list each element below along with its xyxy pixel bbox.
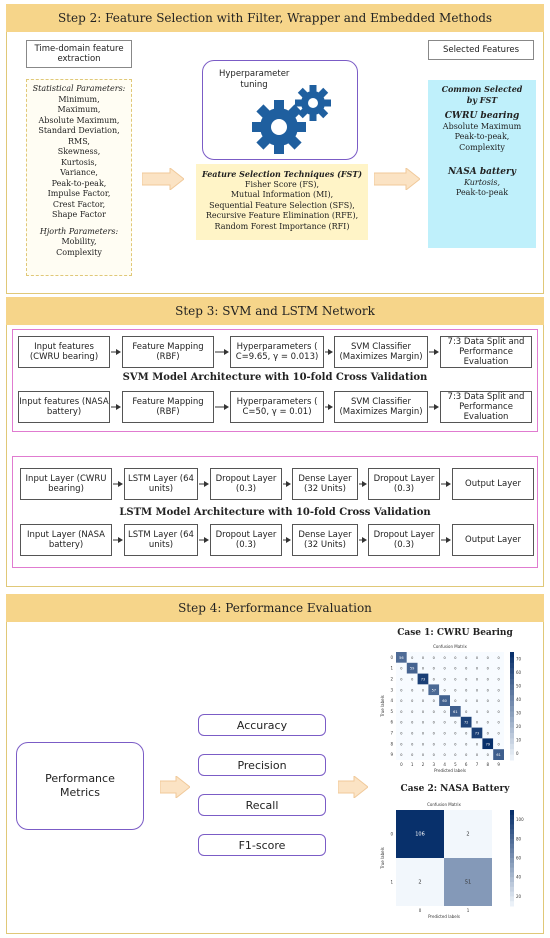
cm-colorbar-segment: [510, 690, 514, 696]
small-arrow-icon: [111, 348, 121, 356]
cm-colorbar-tick: 50: [516, 683, 522, 689]
lstm-nasa-box-3: Dense Layer (32 Units): [292, 524, 358, 556]
hyper-label: Hyperparameter tuning: [219, 69, 290, 90]
cm-cell-label: 0: [432, 742, 435, 747]
cm-colorbar-segment: [510, 744, 514, 750]
cm-cell-label: 0: [443, 720, 446, 725]
lstm-cwru-box-1: LSTM Layer (64 units): [124, 468, 198, 500]
cm-colorbar-segment: [510, 839, 514, 844]
cm-colorbar-segment: [510, 858, 514, 863]
fst-item-1: Mutual Information (MI),: [230, 190, 334, 199]
cm-colorbar-segment: [510, 877, 514, 882]
case2-title: Case 2: NASA Battery: [400, 784, 510, 794]
cm-cell-label: 0: [465, 655, 468, 660]
small-arrow-icon: [199, 480, 209, 488]
cm-cell-label: 0: [497, 720, 500, 725]
cm-colorbar-segment: [510, 868, 514, 873]
hjorth-heading: Hjorth Parameters:: [39, 226, 119, 236]
feature-list-box: [26, 79, 132, 276]
small-arrow-icon: [199, 536, 209, 544]
cm-cell-label: 0: [486, 720, 489, 725]
cm-cell-label: 0: [497, 666, 500, 671]
cm-colorbar-segment: [510, 706, 514, 712]
metric-f1score: F1-score: [198, 834, 326, 856]
statistical-item-2: Absolute Maximum,: [38, 115, 120, 125]
cm-cell-label: 0: [465, 699, 468, 704]
small-arrow-icon: [325, 403, 333, 411]
cm-cell-label: 0: [443, 655, 446, 660]
svm-nasa-box-0: Input features (NASA battery): [18, 391, 110, 423]
cm-cell-label: 0: [486, 709, 489, 714]
statistical-item-11: Shape Factor: [52, 210, 106, 219]
cwru-heading: CWRU bearing: [444, 111, 520, 121]
cm-colorbar-tick: 0: [516, 750, 519, 756]
svm-caption: SVM Model Architecture with 10-fold Cross Validation: [122, 372, 428, 383]
cm-cell-label: 0: [454, 731, 457, 736]
cm-cell-label: 0: [465, 742, 468, 747]
cm-cell-label: 0: [411, 655, 414, 660]
cm-ytick: 6: [390, 719, 393, 725]
svm-nasa-box-1: Feature Mapping (RBF): [122, 391, 214, 423]
fst-item-3: Recursive Feature Elimination (RFE),: [205, 211, 359, 220]
selected-features-box: [428, 80, 536, 248]
small-arrow-icon: [283, 480, 291, 488]
svm-cwru-box-4: 7:3 Data Split and Performance Evaluation: [440, 336, 532, 368]
cm-xtick: 2: [421, 762, 425, 767]
cm-cell-label: 0: [400, 688, 403, 693]
statistical-item-0: Minimum,: [58, 94, 100, 104]
cm-ytick: 4: [390, 698, 393, 704]
cm-cell-label: 0: [400, 731, 403, 736]
cm-cell-label: 0: [443, 742, 446, 747]
hjorth-item-1: Complexity: [56, 247, 102, 257]
fst-item-2: Sequential Feature Selection (SFS),: [209, 200, 355, 210]
cm-colorbar-segment: [510, 892, 514, 897]
cm-cell-label: 0: [486, 731, 489, 736]
cm-colorbar-tick: 40: [516, 696, 522, 702]
cm-cell-label: 60: [442, 699, 447, 704]
cm-colorbar-segment: [510, 863, 514, 868]
cm-colorbar-tick: 10: [516, 737, 522, 743]
cm-cell-label: 0: [411, 688, 414, 693]
cm-cell-label: 0: [400, 709, 403, 714]
small-arrow-icon: [429, 348, 439, 356]
cm-xtick: 0: [400, 762, 403, 767]
small-arrow-icon: [113, 536, 123, 544]
small-arrow-icon: [325, 348, 333, 356]
cm-colorbar-segment: [510, 668, 514, 674]
cm-cell-label: 0: [475, 753, 479, 758]
cm-colorbar-segment: [510, 815, 514, 820]
cm-cell-label: 59: [409, 666, 415, 671]
cm-cell-label: 0: [443, 753, 446, 758]
lstm-caption: LSTM Model Architecture with 10-fold Cross Validation: [119, 507, 431, 518]
cm-ytick: 2: [390, 676, 393, 682]
fst-list: [196, 180, 368, 233]
cm-cell-label: 0: [411, 709, 414, 714]
cwru-item-2: Complexity: [459, 142, 505, 152]
cm-cell-label: 0: [443, 666, 446, 671]
cm-cell-label: 51: [464, 879, 472, 886]
hjorth-item-0: Mobility,: [61, 237, 97, 246]
cm-cell-label: 2: [466, 831, 470, 838]
cm-cell-label: 0: [475, 677, 479, 682]
cm-xtick: 0: [418, 908, 422, 913]
cm-cell-label: 0: [421, 753, 425, 758]
cm-colorbar-segment: [510, 679, 514, 685]
cm-colorbar-segment: [510, 674, 514, 680]
cm-ytick: 1: [390, 879, 393, 885]
cm-colorbar-tick: 40: [516, 874, 522, 880]
cm-cell-label: 0: [421, 709, 425, 714]
cm-colorbar-segment: [510, 882, 514, 887]
statistical-item-1: Maximum,: [57, 105, 101, 114]
cm-cell-label: 0: [497, 709, 500, 714]
small-arrow-icon: [441, 536, 451, 544]
cm-colorbar-segment: [510, 829, 514, 834]
step2-title: Step 2: Feature Selection with Filter, Wrapper and Embedded Methods: [57, 11, 493, 25]
cm-cell-label: 0: [411, 731, 414, 736]
cm-cell-label: 0: [486, 688, 489, 693]
arrow-right-icon: [160, 776, 190, 798]
lstm-nasa-box-2: Dropout Layer (0.3): [210, 524, 282, 556]
cm-colorbar-segment: [510, 901, 514, 906]
cm-cell-label: 0: [411, 753, 414, 758]
svm-nasa-box-4: 7:3 Data Split and Performance Evaluation: [440, 391, 532, 423]
confusion-matrix-cwru: [368, 640, 544, 776]
cm-colorbar-segment: [510, 717, 514, 723]
cm-cell-label: 0: [432, 720, 435, 725]
fst-heading: Feature Selection Techniques (FST): [201, 169, 363, 179]
fst-item-0: Fisher Score (FS),: [244, 179, 320, 189]
cm-cell-label: 0: [497, 699, 500, 704]
cm-ytick: 0: [390, 831, 393, 837]
svm-cwru-box-1: Feature Mapping (RBF): [122, 336, 214, 368]
cm-cell-label: 0: [454, 742, 457, 747]
cm-cell-label: 0: [454, 699, 457, 704]
performance-metrics-box: Performance Metrics: [16, 742, 144, 830]
small-arrow-icon: [111, 403, 121, 411]
cm-cell-label: 0: [465, 688, 468, 693]
nasa-heading: NASA battery: [448, 167, 516, 177]
cm-cell-label: 0: [465, 731, 468, 736]
cm-cell-label: 0: [400, 699, 403, 704]
arrow-right-icon: [142, 168, 184, 190]
small-arrow-icon: [359, 536, 367, 544]
step3-title: Step 3: SVM and LSTM Network: [175, 304, 375, 318]
small-arrow-icon: [359, 480, 367, 488]
arrow-right-icon: [374, 168, 420, 190]
cm-cell-label: 0: [421, 688, 425, 693]
cwru-item-1: Peak-to-peak,: [454, 132, 510, 141]
cm-ytick: 3: [390, 687, 393, 693]
cm-cell-label: 0: [475, 655, 479, 660]
cm-cell-label: 0: [421, 731, 425, 736]
metric-precision: Precision: [198, 754, 326, 776]
cm-cell-label: 0: [475, 688, 479, 693]
cm-cell-label: 79: [485, 742, 491, 747]
cwru-list: [428, 122, 536, 154]
cm-cell-label: 0: [497, 655, 500, 660]
cm-xtick: 3: [432, 762, 436, 767]
nasa-item-0: Kurtosis,: [463, 177, 501, 187]
cm-cell-label: 57: [431, 688, 437, 693]
cm-xtick: 1: [466, 908, 470, 913]
cm-cell-label: 0: [497, 688, 500, 693]
cm-colorbar-segment: [510, 810, 514, 815]
cm-cell-label: 0: [475, 709, 479, 714]
cm-cell-label: 0: [454, 753, 457, 758]
cm-cell-label: 2: [418, 879, 422, 886]
hjorth-list: [27, 237, 131, 258]
case1-title: Case 1: CWRU Bearing: [397, 628, 513, 638]
cm-cell-label: 0: [411, 699, 414, 704]
cm-cell-label: 56: [399, 655, 404, 660]
cm-ytick: 7: [390, 730, 393, 736]
cm-colorbar-segment: [510, 722, 514, 728]
cm-colorbar-segment: [510, 848, 514, 853]
cm-cell-label: 73: [420, 677, 426, 682]
small-arrow-icon: [441, 480, 451, 488]
small-arrow-icon: [215, 403, 229, 411]
cm-colorbar-segment: [510, 853, 514, 858]
common-heading: Common Selected by FST: [441, 84, 523, 105]
small-arrow-icon: [113, 480, 123, 488]
cm-cell-label: 61: [496, 753, 501, 758]
cm-cell-label: 0: [400, 742, 403, 747]
cm-cell-label: 0: [411, 720, 414, 725]
statistical-item-4: RMS,: [68, 136, 90, 146]
cm-cell-label: 73: [474, 731, 480, 736]
cm-ytick: 1: [390, 665, 393, 671]
nasa-item-1: Peak-to-peak: [455, 188, 509, 197]
cm-cell-label: 0: [486, 655, 489, 660]
cm-cell-label: 0: [400, 753, 403, 758]
cm-cell-label: 0: [432, 666, 435, 671]
cm-colorbar-segment: [510, 887, 514, 892]
cm-cell-label: 0: [497, 731, 500, 736]
step2-header: [6, 4, 544, 32]
cm-cell-label: 0: [443, 688, 446, 693]
statistical-item-8: Peak-to-peak,: [51, 178, 107, 188]
cm-colorbar-tick: 70: [516, 656, 522, 662]
cm-colorbar-segment: [510, 896, 514, 901]
cm-ytick: 8: [390, 741, 393, 747]
svm-cwru-box-3: SVM Classifier (Maximizes Margin): [334, 336, 428, 368]
lstm-nasa-box-0: Input Layer (NASA battery): [20, 524, 112, 556]
cm-colorbar-tick: 20: [516, 723, 522, 729]
cm-cell-label: 0: [454, 688, 457, 693]
lstm-cwru-box-4: Dropout Layer (0.3): [368, 468, 440, 500]
cm-cell-label: 0: [400, 720, 403, 725]
lstm-cwru-box-3: Dense Layer (32 Units): [292, 468, 358, 500]
statistical-item-3: Standard Deviation,: [38, 126, 120, 135]
cm-colorbar-segment: [510, 663, 514, 669]
cm-colorbar-segment: [510, 834, 514, 839]
cm-cell-label: 0: [454, 677, 457, 682]
cm-xlabel: Predicted labels: [428, 914, 460, 919]
cm-colorbar-tick: 30: [516, 710, 522, 716]
svm-nasa-box-3: SVM Classifier (Maximizes Margin): [334, 391, 428, 423]
cm-xtick: 4: [443, 762, 446, 767]
svm-nasa-box-2: Hyperparameters ( C=50, γ = 0.01): [230, 391, 324, 423]
cm-cell-label: 61: [453, 709, 458, 714]
cm-cell-label: 0: [421, 699, 425, 704]
cm-colorbar-segment: [510, 749, 514, 755]
lstm-cwru-box-0: Input Layer (CWRU bearing): [20, 468, 112, 500]
cm-colorbar-tick: 80: [516, 836, 522, 842]
cm-xtick: 5: [454, 762, 457, 767]
cm-colorbar-segment: [510, 820, 514, 825]
cm-cell-label: 0: [432, 753, 435, 758]
small-arrow-icon: [429, 403, 439, 411]
statistical-item-10: Crest Factor,: [52, 199, 106, 209]
cm-colorbar-segment: [510, 844, 514, 849]
cm-cell-label: 0: [432, 709, 435, 714]
cm-ylabel: True labels: [380, 695, 385, 717]
statistical-item-5: Skewness,: [57, 147, 101, 156]
cm-colorbar-segment: [510, 755, 514, 761]
fst-item-4: Random Forest Importance (RFI): [214, 221, 350, 231]
cm-cell-label: 0: [475, 666, 479, 671]
cm-cell-label: 0: [475, 742, 479, 747]
cm-cell-label: 0: [454, 720, 457, 725]
statistical-heading: Statistical Parameters:: [32, 84, 126, 93]
cm-colorbar-segment: [510, 684, 514, 690]
statistical-item-7: Variance,: [60, 168, 98, 177]
cm-cell-label: 0: [421, 742, 425, 747]
metric-recall: Recall: [198, 794, 326, 816]
cm-title: Confusion Matrix: [427, 802, 461, 807]
cm-ylabel: True labels: [380, 847, 385, 869]
lstm-nasa-box-5: Output Layer: [452, 524, 534, 556]
arrow-right-icon: [338, 776, 368, 798]
gears-icon: [245, 83, 337, 157]
cm-colorbar-tick: 20: [516, 893, 522, 899]
cm-cell-label: 0: [421, 655, 425, 660]
lstm-cwru-box-5: Output Layer: [452, 468, 534, 500]
cm-cell-label: 0: [497, 742, 500, 747]
statistical-item-6: Kurtosis,: [60, 157, 98, 167]
cm-colorbar-segment: [510, 872, 514, 877]
cm-cell-label: 0: [411, 742, 414, 747]
cm-ytick: 0: [390, 654, 393, 660]
cm-cell-label: 0: [454, 666, 457, 671]
cm-cell-label: 72: [463, 720, 469, 725]
cm-colorbar-segment: [510, 824, 514, 829]
cm-cell-label: 0: [443, 677, 446, 682]
cm-cell-label: 0: [443, 731, 446, 736]
cm-cell-label: 0: [475, 720, 479, 725]
cm-cell-label: 0: [432, 677, 435, 682]
cm-cell-label: 0: [486, 699, 489, 704]
cm-xtick: 9: [497, 762, 500, 767]
cm-colorbar-tick: 60: [516, 669, 522, 675]
cm-cell-label: 0: [475, 699, 479, 704]
cm-xtick: 6: [464, 762, 468, 767]
step3-header: [6, 297, 544, 325]
cm-xtick: 8: [486, 762, 490, 767]
cm-cell-label: 0: [443, 709, 446, 714]
cm-cell-label: 0: [465, 666, 468, 671]
cm-cell-label: 0: [411, 677, 414, 682]
selected-features-label: Selected Features: [428, 40, 534, 60]
cm-colorbar-segment: [510, 728, 514, 734]
cm-xtick: 1: [410, 762, 414, 767]
fst-box: [196, 164, 368, 240]
cm-cell-label: 0: [486, 666, 489, 671]
cm-colorbar-segment: [510, 701, 514, 707]
step4-title: Step 4: Performance Evaluation: [178, 601, 372, 615]
cm-cell-label: 0: [421, 720, 425, 725]
cm-cell-label: 0: [486, 753, 489, 758]
cm-cell-label: 0: [465, 753, 468, 758]
cm-title: Confusion Matrix: [433, 644, 467, 649]
cm-colorbar-tick: 100: [516, 817, 524, 823]
hyper-box: [202, 60, 358, 160]
cm-ytick: 9: [390, 752, 393, 758]
small-arrow-icon: [283, 536, 291, 544]
cm-cell-label: 0: [454, 655, 457, 660]
cm-colorbar-segment: [510, 695, 514, 701]
cm-cell-label: 0: [432, 655, 435, 660]
cm-xtick: 7: [475, 762, 479, 767]
lstm-nasa-box-1: LSTM Layer (64 units): [124, 524, 198, 556]
cm-colorbar-tick: 60: [516, 855, 522, 861]
cm-cell-label: 0: [465, 677, 468, 682]
cwru-item-0: Absolute Maximum: [442, 121, 522, 131]
statistical-list: [27, 95, 131, 221]
metric-accuracy: Accuracy: [198, 714, 326, 736]
cm-xlabel: Predicted labels: [434, 768, 466, 773]
lstm-nasa-box-4: Dropout Layer (0.3): [368, 524, 440, 556]
cm-colorbar-segment: [510, 657, 514, 663]
cm-colorbar-segment: [510, 733, 514, 739]
cm-colorbar-segment: [510, 711, 514, 717]
lstm-cwru-box-2: Dropout Layer (0.3): [210, 468, 282, 500]
cm-colorbar-segment: [510, 738, 514, 744]
time-domain-label: Time-domain feature extraction: [26, 40, 132, 68]
cm-cell-label: 0: [400, 666, 403, 671]
step4-header: [6, 594, 544, 622]
cm-cell-label: 0: [421, 666, 425, 671]
cm-cell-label: 0: [400, 677, 403, 682]
svm-cwru-box-0: Input features (CWRU bearing): [18, 336, 110, 368]
statistical-item-9: Impulse Factor,: [47, 189, 111, 198]
cm-cell-label: 0: [486, 677, 489, 682]
cm-cell-label: 106: [415, 831, 425, 838]
small-arrow-icon: [215, 348, 229, 356]
cm-cell-label: 0: [432, 699, 435, 704]
svm-cwru-box-2: Hyperparameters ( C=9.65, γ = 0.013): [230, 336, 324, 368]
confusion-matrix-nasa: [368, 796, 544, 928]
cm-colorbar-segment: [510, 652, 514, 658]
cm-cell-label: 0: [497, 677, 500, 682]
cm-cell-label: 0: [465, 709, 468, 714]
cm-cell-label: 0: [432, 731, 435, 736]
cm-ytick: 5: [390, 708, 393, 714]
